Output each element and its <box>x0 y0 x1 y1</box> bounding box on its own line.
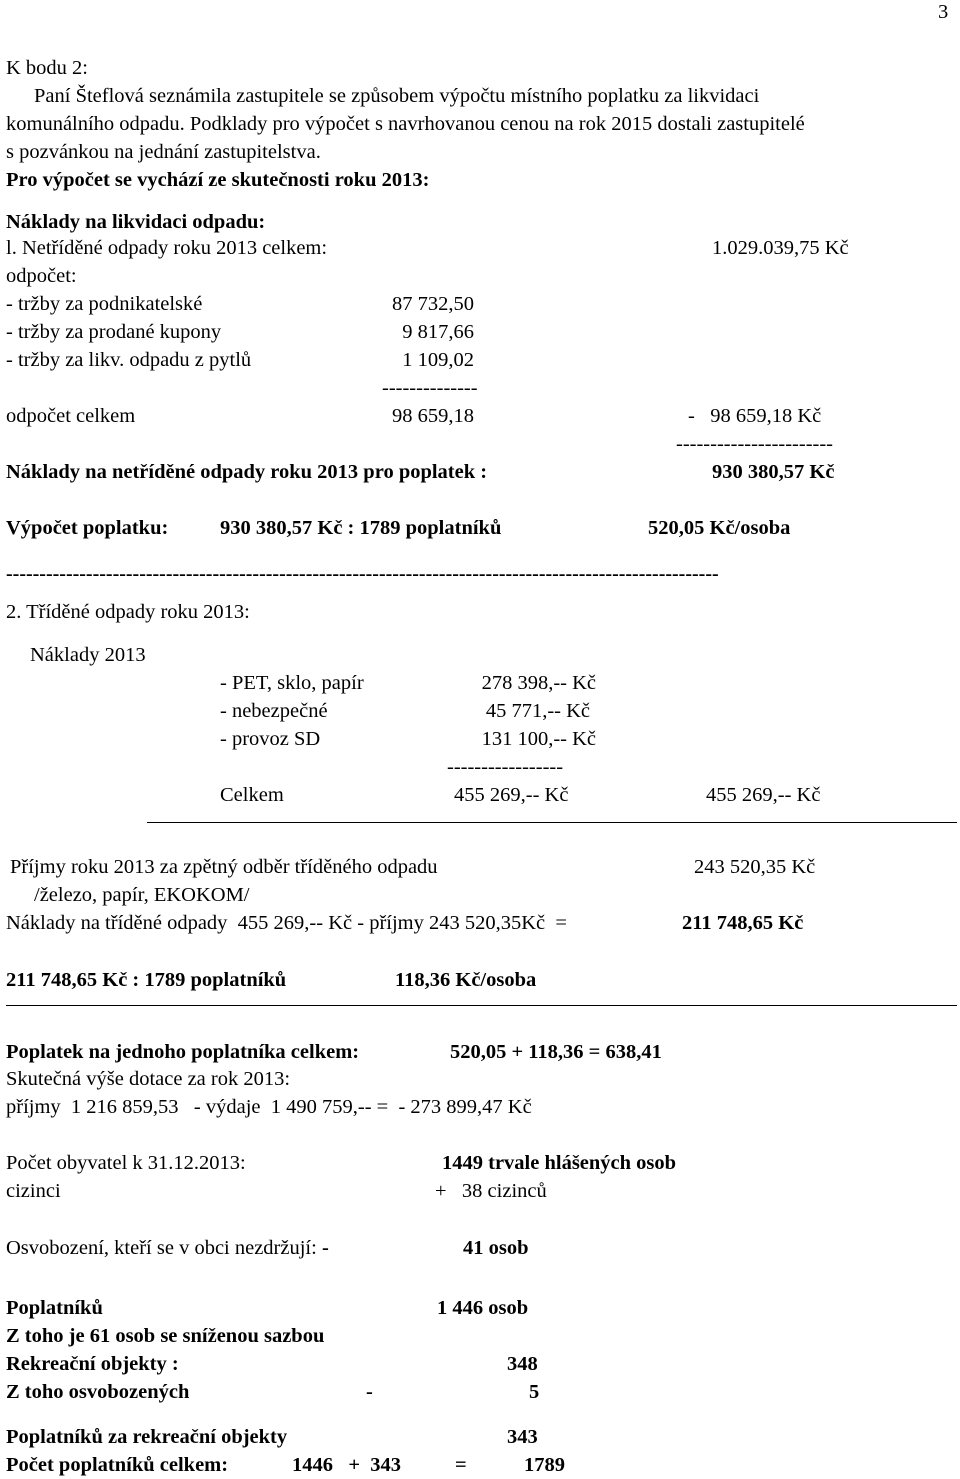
exempt-label <box>6 1236 329 1260</box>
deduction-total-value: 98 659,18 <box>392 405 474 427</box>
sorted-fee-result: 118,36 Kč/osoba <box>395 969 537 991</box>
subsidy-line: příjmy 1 216 859,53 - výdaje 1 490 759,-- = - 273 899,47 Kč <box>6 1096 532 1118</box>
sorted-title: 2. Tříděné odpady roku 2013: <box>6 601 250 623</box>
sorted-item-label: - provoz SD <box>220 728 321 750</box>
sorted-fee-formula: 211 748,65 Kč : 1789 poplatníků <box>6 969 287 991</box>
deduction-item-value: 9 817,66 <box>402 321 474 343</box>
recreation-value: 348 <box>507 1353 538 1375</box>
sorted-item-label: - PET, sklo, papír <box>220 672 364 694</box>
deduction-total-label: odpočet celkem <box>6 405 136 427</box>
fee-result: 520,05 Kč/osoba <box>648 517 791 539</box>
sorted-dashes: ----------------- <box>447 756 564 778</box>
subtotal-dashes: -------------- <box>382 377 478 399</box>
deduction-item-label: - tržby za prodané kupony <box>6 321 222 343</box>
unsorted-net-value: 930 380,57 Kč <box>712 461 835 483</box>
costs-heading: Náklady na likvidaci odpadu: <box>6 211 266 233</box>
recreation-exempt-value: 5 <box>529 1381 540 1403</box>
residents-label: Počet obyvatel k 31.12.2013: <box>6 1152 246 1174</box>
basis-heading: Pro výpočet se vychází ze skutečnosti roku 2013: <box>6 169 430 191</box>
section-separator: ----------------------------------------------------------------------------------------------------------- <box>6 563 719 585</box>
payers-value: 1 446 osob <box>437 1297 529 1319</box>
intro-line: komunálního odpadu. Podklady pro výpočet s navrhovanou cenou na rok 2015 dostali zastupitelé <box>6 113 805 135</box>
divider <box>6 1005 957 1006</box>
total-dashes: ----------------------- <box>676 433 834 455</box>
exempt-dash: - <box>316 1237 329 1259</box>
section-heading: K bodu 2: <box>6 57 88 79</box>
exempt-value: 41 osob <box>463 1237 529 1259</box>
total-payers-value: 1789 <box>524 1454 565 1476</box>
sorted-item-value: 45 771,-- Kč <box>485 700 590 722</box>
deduction-item-value: 1 109,02 <box>402 349 474 371</box>
payers-label: Poplatníků <box>6 1297 103 1319</box>
sorted-item-value: 278 398,-- Kč <box>481 672 596 694</box>
sorted-costs-label: Náklady 2013 <box>30 644 146 666</box>
income-note: /železo, papír, EKOKOM/ <box>34 884 250 906</box>
sorted-total-value: 455 269,-- Kč <box>454 784 569 806</box>
intro-line: s pozvánkou na jednání zastupitelstva. <box>6 141 321 163</box>
divider <box>147 822 957 823</box>
unsorted-net-label: Náklady na netříděné odpady roku 2013 pro poplatek : <box>6 461 488 483</box>
deduction-total-minus: - 98 659,18 Kč <box>688 405 822 427</box>
total-payers-equals: = <box>455 1454 467 1476</box>
income-label: Příjmy roku 2013 za zpětný odběr tříděného odpadu <box>10 856 438 878</box>
sorted-item-value: 131 100,-- Kč <box>481 728 596 750</box>
deduction-item-value: 87 732,50 <box>392 293 474 315</box>
sorted-item-label: - nebezpečné <box>220 700 328 722</box>
unsorted-title: l. Netříděné odpady roku 2013 celkem: <box>6 237 328 259</box>
exempt-label-text: Osvobození, kteří se v obci nezdržují: <box>6 1237 317 1259</box>
intro-line: Paní Šteflová seznámila zastupitele se způsobem výpočtu místního poplatku za likvidaci <box>34 85 760 107</box>
recreation-exempt-dash: - <box>366 1381 373 1403</box>
recreation-payers-value: 343 <box>507 1426 538 1448</box>
fee-label: Výpočet poplatku: <box>6 517 169 539</box>
income-value: 243 520,35 Kč <box>694 856 816 878</box>
recreation-payers-label: Poplatníků za rekreační objekty <box>6 1426 288 1448</box>
sorted-net-result: 211 748,65 Kč <box>682 912 804 934</box>
recreation-label: Rekreační objekty : <box>6 1353 179 1375</box>
sorted-total-value-right: 455 269,-- Kč <box>706 784 821 806</box>
reduced-label: Z toho je 61 osob se sníženou sazbou <box>6 1325 325 1347</box>
sorted-net-formula: Náklady na tříděné odpady 455 269,-- Kč - příjmy 243 520,35Kč = <box>6 912 573 934</box>
page-number: 3 <box>938 1 949 23</box>
deduction-item-label: - tržby za likv. odpadu z pytlů <box>6 349 252 371</box>
total-fee-label: Poplatek na jednoho poplatníka celkem: <box>6 1041 360 1063</box>
total-payers-label: Počet poplatníků celkem: <box>6 1454 229 1476</box>
unsorted-total: 1.029.039,75 Kč <box>712 237 849 259</box>
residents-value: 1449 trvale hlášených osob <box>442 1152 677 1174</box>
sorted-total-label: Celkem <box>220 784 284 806</box>
total-fee-value: 520,05 + 118,36 = 638,41 <box>450 1041 662 1063</box>
deduction-label: odpočet: <box>6 265 77 287</box>
subsidy-label: Skutečná výše dotace za rok 2013: <box>6 1068 291 1090</box>
fee-formula: 930 380,57 Kč : 1789 poplatníků <box>220 517 502 539</box>
deduction-item-label: - tržby za podnikatelské <box>6 293 203 315</box>
total-payers-formula: 1446 + 343 <box>292 1454 402 1476</box>
foreigners-value: + 38 cizinců <box>435 1180 547 1202</box>
foreigners-label: cizinci <box>6 1180 61 1202</box>
recreation-exempt-label: Z toho osvobozených <box>6 1381 190 1403</box>
